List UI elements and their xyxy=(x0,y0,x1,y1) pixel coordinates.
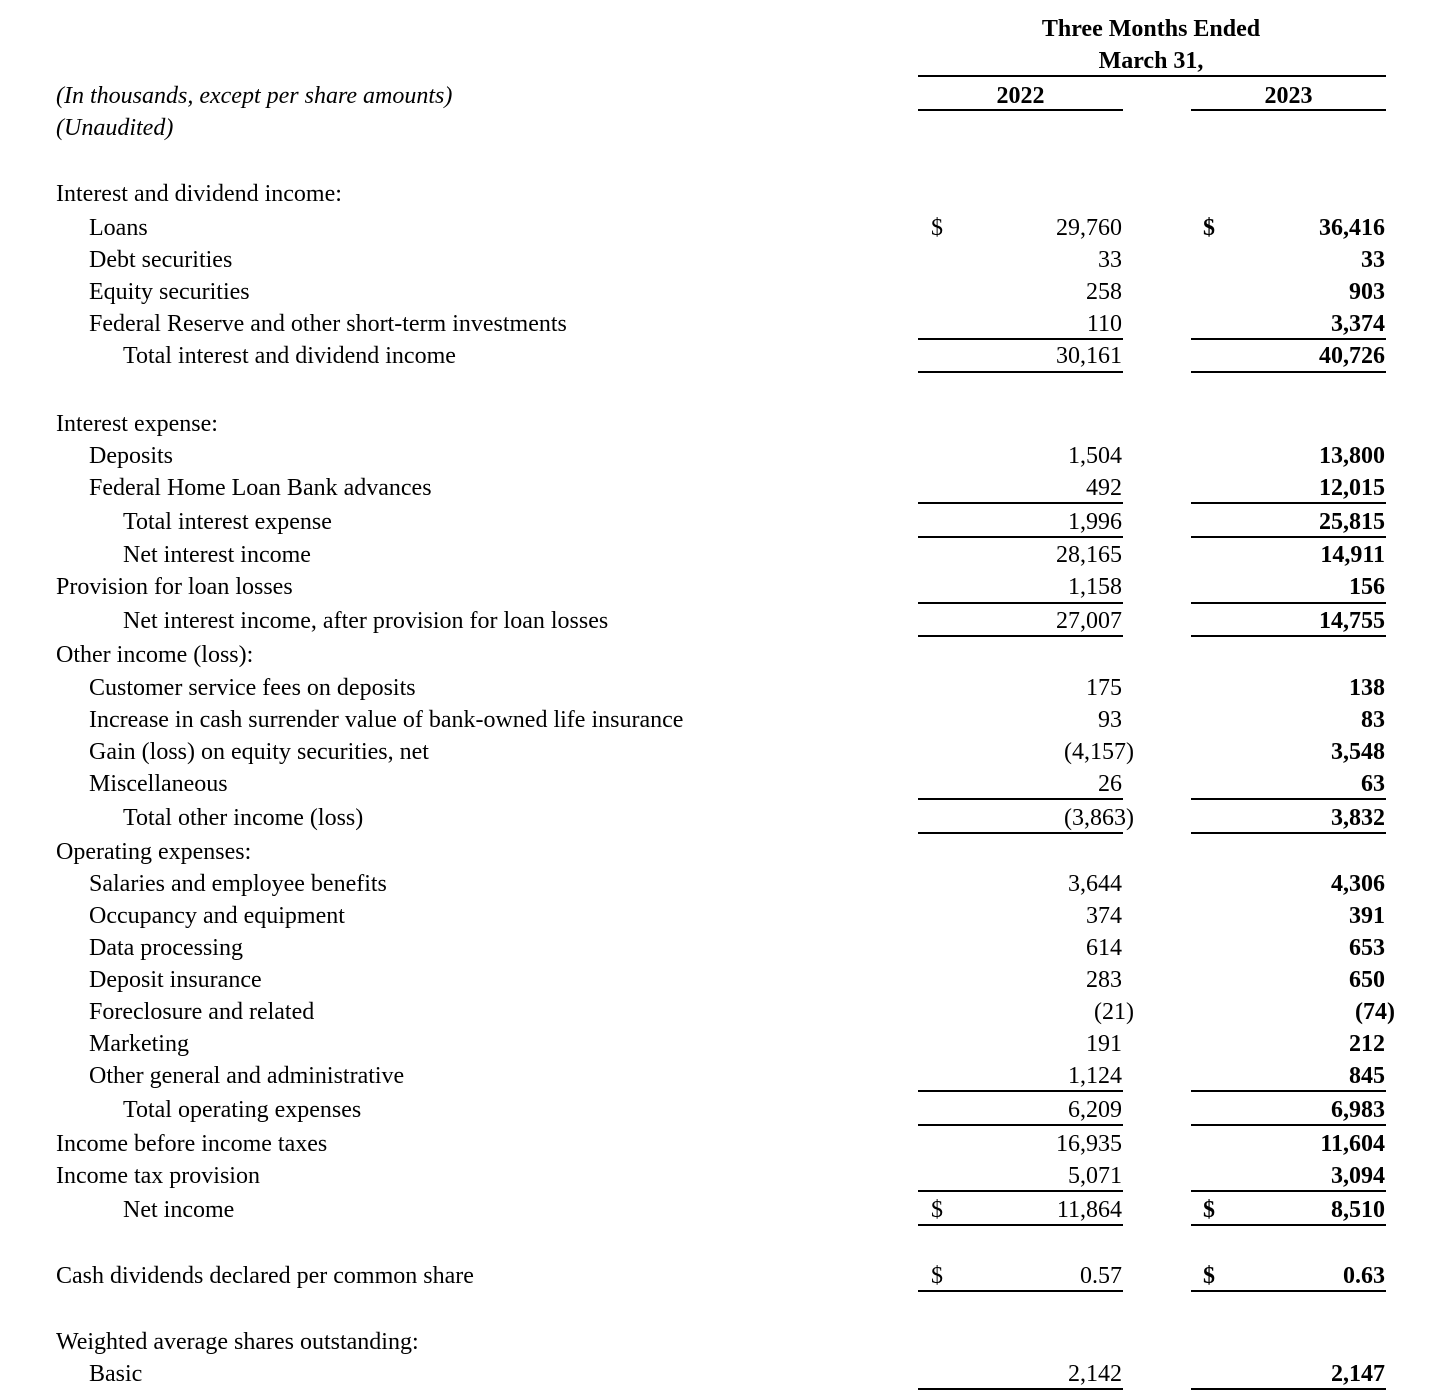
value-2023-loans: 36,416 xyxy=(1319,215,1385,241)
period-header-line2: March 31, xyxy=(1098,48,1204,74)
value-2023-fed-reserve: 3,374 xyxy=(1331,311,1385,337)
value-2023-total-other-income: 3,832 xyxy=(1331,805,1385,831)
row-label-basic: Basic xyxy=(89,1361,143,1387)
value-2022-salaries: 3,644 xyxy=(1068,871,1122,897)
row-label-salaries: Salaries and employee benefits xyxy=(89,871,387,897)
total-rule xyxy=(1191,371,1386,373)
section-heading-interest-expense: Interest expense: xyxy=(56,411,218,437)
value-2022-foreclosure: (21) xyxy=(1094,999,1134,1025)
subtotal-rule xyxy=(1191,1388,1386,1390)
row-label-misc: Miscellaneous xyxy=(89,771,228,797)
value-2022-equity-securities: 258 xyxy=(1086,279,1122,305)
value-2023-nii-after-provision: 14,755 xyxy=(1319,608,1385,634)
value-2023-debt-securities: 33 xyxy=(1361,247,1385,273)
total-rule xyxy=(1191,1224,1386,1226)
value-2023-foreclosure: (74) xyxy=(1355,999,1395,1025)
value-2022-net-interest-income: 28,165 xyxy=(1056,542,1122,568)
section-heading-operating-expenses: Operating expenses: xyxy=(56,839,252,865)
section-heading-interest-income: Interest and dividend income: xyxy=(56,181,342,207)
value-2022-misc: 26 xyxy=(1098,771,1122,797)
value-2023-gain-equity: 3,548 xyxy=(1331,739,1385,765)
currency-symbol: $ xyxy=(931,215,943,241)
subtotal-rule xyxy=(918,635,1123,637)
subtotal-rule xyxy=(1191,635,1386,637)
value-2023-deposits: 13,800 xyxy=(1319,443,1385,469)
row-label-occupancy: Occupancy and equipment xyxy=(89,903,345,929)
subtotal-rule xyxy=(918,1090,1123,1092)
value-2023-boli: 83 xyxy=(1361,707,1385,733)
value-2022-deposit-insurance: 283 xyxy=(1086,967,1122,993)
value-2022-other-ga: 1,124 xyxy=(1068,1063,1122,1089)
subtotal-rule xyxy=(918,798,1123,800)
row-label-boli: Increase in cash surrender value of bank-owned life insurance xyxy=(89,707,684,733)
header-rule-top xyxy=(918,75,1386,77)
row-label-data-processing: Data processing xyxy=(89,935,243,961)
row-label-foreclosure: Foreclosure and related xyxy=(89,999,315,1025)
value-2023-net-income: 8,510 xyxy=(1331,1197,1385,1223)
row-label-deposit-insurance: Deposit insurance xyxy=(89,967,262,993)
value-2022-debt-securities: 33 xyxy=(1098,247,1122,273)
subtotal-rule xyxy=(1191,1090,1386,1092)
row-label-other-ga: Other general and administrative xyxy=(89,1063,405,1089)
row-label-net-interest-income: Net interest income xyxy=(123,542,311,568)
value-2023-total-interest-income: 40,726 xyxy=(1319,343,1385,369)
total-rule xyxy=(918,1290,1123,1292)
subtotal-rule xyxy=(918,338,1123,340)
total-rule xyxy=(918,1224,1123,1226)
value-2022-nii-after-provision: 27,007 xyxy=(1056,608,1122,634)
subtotal-rule xyxy=(1191,338,1386,340)
audit-note: (Unaudited) xyxy=(56,115,174,141)
value-2022-income-before-taxes: 16,935 xyxy=(1056,1131,1122,1157)
value-2022-data-processing: 614 xyxy=(1086,935,1122,961)
value-2023-data-processing: 653 xyxy=(1349,935,1385,961)
subtotal-rule xyxy=(918,1124,1123,1126)
value-2023-income-before-taxes: 11,604 xyxy=(1320,1131,1385,1157)
value-2023-basic: 2,147 xyxy=(1331,1361,1385,1387)
currency-symbol: $ xyxy=(1203,1263,1215,1289)
value-2022-basic: 2,142 xyxy=(1068,1361,1122,1387)
subtotal-rule xyxy=(918,1388,1123,1390)
subtotal-rule xyxy=(918,1190,1123,1192)
row-label-income-tax: Income tax provision xyxy=(56,1163,260,1189)
value-2023-income-tax: 3,094 xyxy=(1331,1163,1385,1189)
row-label-total-other-income: Total other income (loss) xyxy=(123,805,364,831)
subtotal-rule xyxy=(918,602,1123,604)
row-label-provision-loan-losses: Provision for loan losses xyxy=(56,574,293,600)
value-2022-marketing: 191 xyxy=(1086,1031,1122,1057)
column-header-2023: 2023 xyxy=(1264,83,1313,109)
row-label-fed-reserve: Federal Reserve and other short-term investments xyxy=(89,311,567,337)
value-2022-occupancy: 374 xyxy=(1086,903,1122,929)
row-label-customer-service-fees: Customer service fees on deposits xyxy=(89,675,416,701)
subtotal-rule xyxy=(1191,832,1386,834)
value-2023-misc: 63 xyxy=(1361,771,1385,797)
value-2022-deposits: 1,504 xyxy=(1068,443,1122,469)
section-heading-weighted-shares: Weighted average shares outstanding: xyxy=(56,1329,419,1355)
value-2023-salaries: 4,306 xyxy=(1331,871,1385,897)
value-2023-total-interest-expense: 25,815 xyxy=(1319,509,1385,535)
value-2023-occupancy: 391 xyxy=(1349,903,1385,929)
row-label-fhlb-advances: Federal Home Loan Bank advances xyxy=(89,475,432,501)
value-2023-cash-dividends: 0.63 xyxy=(1343,1263,1385,1289)
value-2023-provision-loan-losses: 156 xyxy=(1349,574,1385,600)
value-2022-total-interest-expense: 1,996 xyxy=(1068,509,1122,535)
row-label-total-interest-expense: Total interest expense xyxy=(123,509,332,535)
value-2022-total-interest-income: 30,161 xyxy=(1056,343,1122,369)
units-note: (In thousands, except per share amounts) xyxy=(56,83,453,109)
value-2023-marketing: 212 xyxy=(1349,1031,1385,1057)
header-rule-2022 xyxy=(918,109,1123,111)
value-2023-deposit-insurance: 650 xyxy=(1349,967,1385,993)
value-2023-customer-service-fees: 138 xyxy=(1349,675,1385,701)
value-2023-other-ga: 845 xyxy=(1349,1063,1385,1089)
subtotal-rule xyxy=(918,536,1123,538)
value-2023-fhlb-advances: 12,015 xyxy=(1319,475,1385,501)
currency-symbol: $ xyxy=(931,1263,943,1289)
row-label-nii-after-provision: Net interest income, after provision for loan losses xyxy=(123,608,609,634)
column-header-2022: 2022 xyxy=(996,83,1045,109)
period-header-line1: Three Months Ended xyxy=(1041,16,1261,42)
section-heading-other-income: Other income (loss): xyxy=(56,642,254,668)
value-2023-net-interest-income: 14,911 xyxy=(1320,542,1385,568)
value-2022-fed-reserve: 110 xyxy=(1086,311,1122,337)
currency-symbol: $ xyxy=(1203,1197,1215,1223)
value-2022-provision-loan-losses: 1,158 xyxy=(1068,574,1122,600)
header-rule-2023 xyxy=(1191,109,1386,111)
value-2022-total-operating-expenses: 6,209 xyxy=(1068,1097,1122,1123)
row-label-total-operating-expenses: Total operating expenses xyxy=(123,1097,362,1123)
subtotal-rule xyxy=(1191,1190,1386,1192)
row-label-marketing: Marketing xyxy=(89,1031,189,1057)
subtotal-rule xyxy=(1191,798,1386,800)
total-rule xyxy=(918,371,1123,373)
subtotal-rule xyxy=(1191,536,1386,538)
row-label-cash-dividends: Cash dividends declared per common share xyxy=(56,1263,474,1289)
value-2022-income-tax: 5,071 xyxy=(1068,1163,1122,1189)
row-label-gain-equity: Gain (loss) on equity securities, net xyxy=(89,739,429,765)
value-2022-boli: 93 xyxy=(1098,707,1122,733)
value-2022-customer-service-fees: 175 xyxy=(1086,675,1122,701)
value-2022-net-income: 11,864 xyxy=(1056,1197,1122,1223)
value-2022-loans: 29,760 xyxy=(1056,215,1122,241)
subtotal-rule xyxy=(918,832,1123,834)
value-2023-total-operating-expenses: 6,983 xyxy=(1331,1097,1385,1123)
row-label-total-interest-income: Total interest and dividend income xyxy=(123,343,456,369)
value-2022-total-other-income: (3,863) xyxy=(1064,805,1134,831)
subtotal-rule xyxy=(1191,1124,1386,1126)
value-2022-cash-dividends: 0.57 xyxy=(1080,1263,1122,1289)
subtotal-rule xyxy=(918,502,1123,504)
row-label-income-before-taxes: Income before income taxes xyxy=(56,1131,328,1157)
value-2022-gain-equity: (4,157) xyxy=(1064,739,1134,765)
row-label-net-income: Net income xyxy=(123,1197,235,1223)
row-label-loans: Loans xyxy=(89,215,148,241)
subtotal-rule xyxy=(1191,502,1386,504)
total-rule xyxy=(1191,1290,1386,1292)
currency-symbol: $ xyxy=(931,1197,943,1223)
value-2023-equity-securities: 903 xyxy=(1349,279,1385,305)
value-2022-fhlb-advances: 492 xyxy=(1086,475,1122,501)
currency-symbol: $ xyxy=(1203,215,1215,241)
row-label-debt-securities: Debt securities xyxy=(89,247,233,273)
row-label-equity-securities: Equity securities xyxy=(89,279,250,305)
subtotal-rule xyxy=(1191,602,1386,604)
row-label-deposits: Deposits xyxy=(89,443,173,469)
